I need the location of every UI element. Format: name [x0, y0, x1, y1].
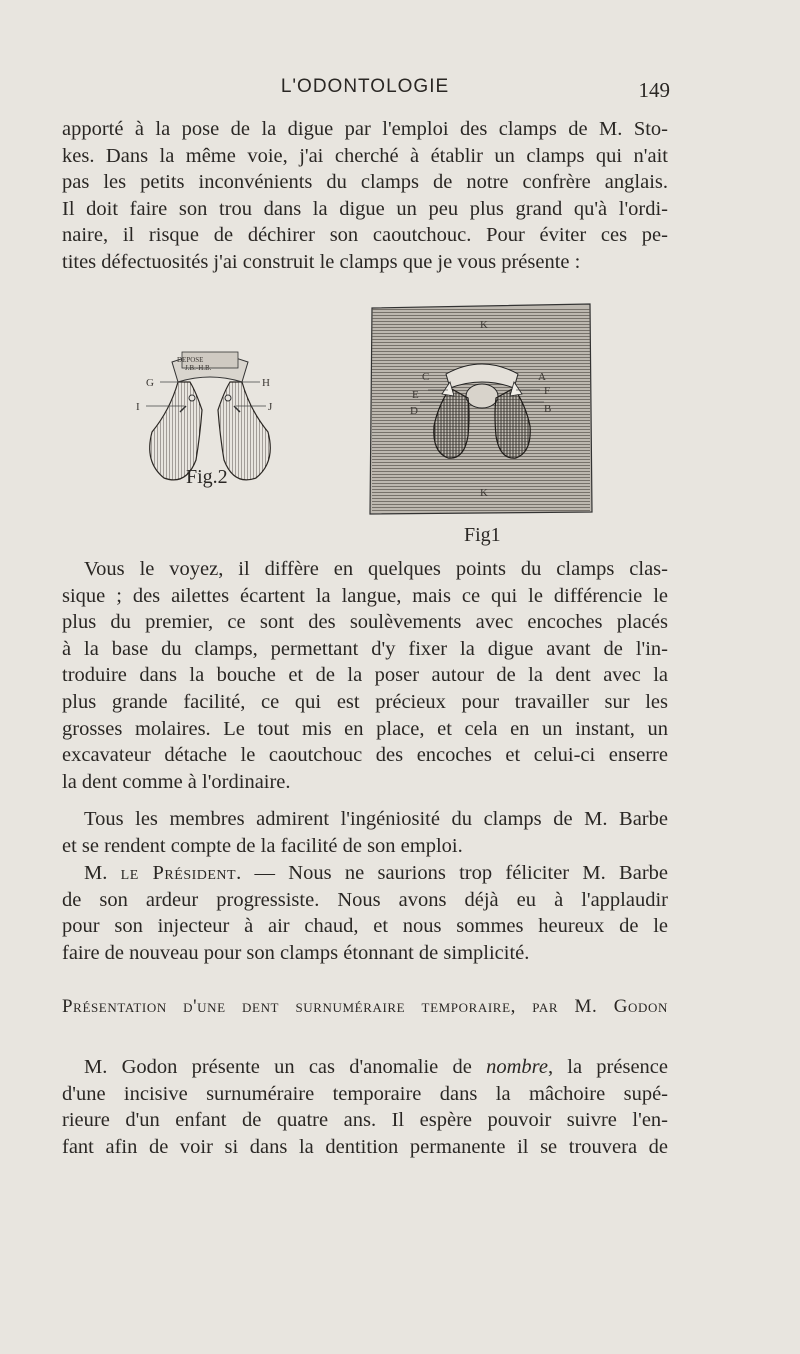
stamp-text: DEPOSE [177, 356, 204, 364]
running-title: L'ODONTOLOGIE [280, 76, 450, 97]
figure-1-caption: Fig1 [464, 524, 501, 546]
text-line: grosses molaires. Le tout mis en place, et cela en un instant, un [62, 717, 668, 740]
paragraph-intro [62, 116, 668, 276]
text-fragment: M. Godon présente un cas d'anomalie de [84, 1056, 487, 1078]
stamp-text: J.B.-H.B. [185, 364, 212, 372]
fig1-label-d: D [410, 405, 418, 417]
text-line: de son ardeur progressiste. Nous avons déjà eu à l'applaudir [62, 888, 668, 911]
speaker-title: le Président [120, 862, 237, 884]
text-line: apporté à la pose de la digue par l'emploi des clamps de M. Sto- [62, 118, 668, 140]
text-line: tites défectuosités j'ai construit le clamps que je vous présente : [62, 250, 581, 273]
fig2-label-g: G [146, 377, 154, 389]
text-line: à la base du clamps, permettant d'y fixer la digue avant de l'in- [62, 637, 668, 660]
section-heading: Présentation d'une dent surnuméraire temporaire, par M. Godon [62, 996, 668, 1017]
text-line: pour son injecteur à air chaud, et nous sommes heureux de le [62, 915, 668, 938]
text-line: faire de nouveau pour son clamps étonnant de simplicité. [62, 941, 530, 964]
text-line: plus grande facilité, ce qui est précieux pour travailler sur les [62, 690, 668, 713]
text-line: excavateur détache le caoutchouc des encoches et celui-ci enserre [62, 744, 668, 767]
text-line: kes. Dans la même voie, j'ai cherché à établir un clamps qui n'ait [62, 144, 668, 167]
text-line: et se rendent compte de la facilité de son emploi. [62, 834, 463, 857]
fig1-label-c: C [422, 371, 430, 383]
fig1-label-e: E [412, 389, 419, 401]
text-line [62, 860, 668, 887]
text-line: d'une incisive surnuméraire temporaire dans la mâchoire supé- [62, 1082, 668, 1105]
fig2-label-i: I [136, 401, 140, 413]
speaker-text: . — Nous ne saurions trop féliciter M. Barbe [236, 862, 668, 884]
text-line: Il doit faire son trou dans la digue un peu plus grand qu'à l'ordi- [62, 197, 668, 220]
figure-1-clamp-on-dam-illustration [368, 302, 594, 516]
text-line: plus du premier, ce sont des soulèvements avec encoches placés [62, 611, 668, 634]
figure-2-caption: Fig.2 [186, 466, 228, 488]
text-fragment: , la présence [547, 1056, 668, 1078]
fig1-label-k-top: K [480, 319, 488, 331]
text-line [62, 1054, 668, 1081]
page-number: 149 [638, 78, 670, 102]
paragraph-description [62, 556, 668, 795]
fig1-label-f: F [544, 385, 551, 397]
text-line: fant afin de voir si dans la dentition permanente il se trouvera de [62, 1135, 668, 1158]
fig2-label-h: H [262, 377, 270, 389]
running-head [60, 76, 670, 106]
fig1-label-b: B [544, 403, 552, 415]
text-line: pas les petits inconvénients du clamps de notre confrère anglais. [62, 171, 668, 194]
text-line: troduire dans la bouche et de la poser autour de la dent avec la [62, 664, 668, 687]
paragraph-president [62, 860, 668, 966]
text-line: rieure d'un enfant de quatre ans. Il espère pouvoir suivre l'en- [62, 1109, 668, 1132]
text-line: la dent comme à l'ordinaire. [62, 770, 291, 793]
paragraph-godon [62, 1054, 668, 1160]
fig1-label-k-bottom: K [480, 487, 488, 499]
text-line: Tous les membres admirent l'ingéniosité du clamps de M. Barbe [84, 808, 668, 830]
fig1-label-a: A [538, 371, 546, 383]
speaker-prefix: M. [84, 862, 121, 884]
text-line: naire, il risque de déchirer son caoutchouc. Pour éviter ces pe- [62, 224, 668, 247]
text-line: sique ; des ailettes écartent la langue, mais ce qui le différencie le [62, 584, 668, 607]
fig2-label-j: J [268, 401, 273, 413]
paragraph-members [62, 806, 668, 859]
text-line: Vous le voyez, il diffère en quelques points du clamps clas- [84, 558, 668, 580]
emphasis-word: nombre [486, 1056, 548, 1078]
